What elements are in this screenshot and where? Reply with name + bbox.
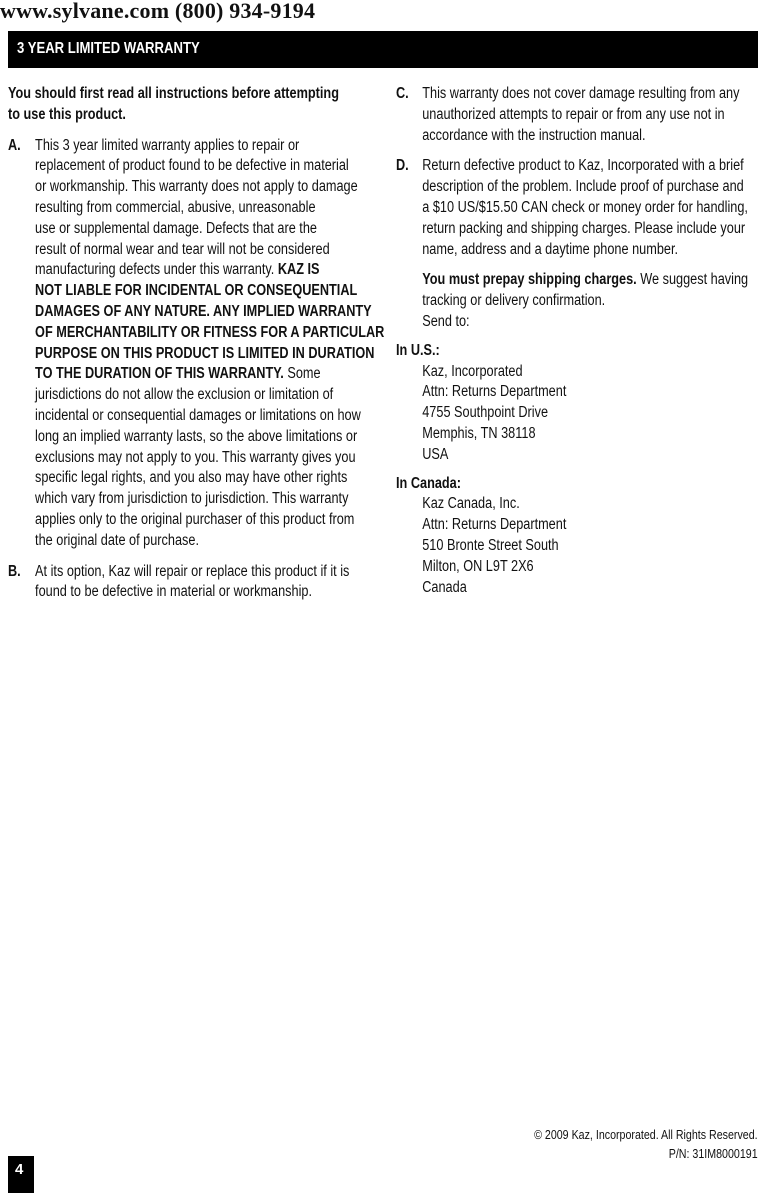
text-segment: use or supplemental damage. Defects that are the [35, 219, 317, 237]
text-segment: jurisdictions do not allow the exclusion or limitation of [35, 386, 334, 404]
warranty-clause [396, 84, 758, 146]
text-line [422, 126, 758, 147]
bold-text: NOT LIABLE FOR INCIDENTAL OR CONSEQUENTIAL [35, 282, 358, 300]
text-segment: the original date of purchase. [35, 531, 199, 549]
bold-text: DAMAGES OF ANY NATURE. ANY IMPLIED WARRANTY [35, 302, 372, 320]
text-segment: or workmanship. This warranty does not apply to damage [35, 178, 358, 196]
part-number: P/N: 31IM8000191 [669, 1146, 758, 1161]
address-line: Canada [422, 578, 467, 596]
text-line [35, 427, 378, 448]
text-segment: We suggest having [636, 271, 749, 289]
text-segment: incidental or consequential damages or limitations on how [35, 406, 361, 424]
text-line [35, 562, 378, 583]
text-line [422, 240, 758, 261]
bold-text: You must prepay shipping charges. [422, 271, 637, 289]
text-segment: This warranty does not cover damage resulting from any [422, 85, 740, 102]
text-line [35, 344, 378, 365]
copyright: © 2009 Kaz, Incorporated. All Rights Reserved. [534, 1127, 758, 1142]
address-line: 510 Bronte Street South [422, 536, 559, 554]
text-line [35, 510, 378, 531]
text-segment: This 3 year limited warranty applies to repair or [35, 136, 300, 154]
clause-label: D. [396, 157, 409, 175]
footer [534, 1125, 758, 1163]
text-segment: resulting from commercial, abusive, unreasonable [35, 198, 316, 216]
address-heading-us: In U.S.: [396, 341, 440, 359]
section-banner [8, 31, 758, 68]
text-line [35, 177, 378, 198]
bold-text: TO THE DURATION OF THIS WARRANTY. [35, 365, 284, 383]
left-column [8, 84, 385, 603]
clause-label: C. [396, 85, 409, 102]
text-line [35, 281, 378, 302]
text-segment: result of normal wear and tear will not be considered [35, 240, 330, 258]
text-segment: accordance with the instruction manual. [422, 126, 646, 144]
text-segment: return packing and shipping charges. Please include your [422, 219, 746, 237]
website-phone-header: www.sylvane.com (800) 934-9194 [0, 0, 316, 23]
text-line [422, 198, 758, 219]
address-heading-canada: In Canada: [396, 474, 461, 492]
text-segment: specific legal rights, and you also may have other rights [35, 469, 348, 487]
address-canada [396, 494, 758, 598]
prepay-note [396, 270, 758, 332]
text-line [35, 489, 378, 510]
text-line [35, 156, 378, 177]
text-segment: tracking or delivery confirmation. [422, 292, 606, 310]
text-line [35, 468, 378, 489]
warranty-clause [8, 562, 378, 604]
warranty-clause [8, 136, 385, 552]
text-segment: which vary from jurisdiction to jurisdiction. This warranty [35, 490, 349, 508]
text-line [422, 84, 758, 105]
section-title: 3 YEAR LIMITED WARRANTY [17, 40, 200, 57]
address-line: Attn: Returns Department [422, 516, 567, 534]
address-line: 4755 Southpoint Drive [422, 404, 549, 422]
text-line [35, 323, 385, 344]
intro-notice [8, 84, 378, 126]
text-line [35, 448, 378, 469]
address-line: Kaz, Incorporated [422, 362, 523, 380]
text-line [422, 219, 758, 240]
text-line: to use this product. [8, 105, 126, 123]
address-line: Milton, ON L9T 2X6 [422, 557, 534, 575]
text-line [35, 582, 378, 603]
text-line [422, 105, 758, 126]
text-segment: name, address and a daytime phone number. [422, 240, 679, 258]
text-segment: manufacturing defects under this warranty. [35, 261, 278, 279]
text-line [35, 364, 378, 385]
text-line [35, 385, 378, 406]
address-line: USA [422, 445, 449, 463]
text-line [35, 198, 378, 219]
address-us [396, 362, 758, 466]
text-line: You should first read all instructions before attempting [8, 85, 339, 102]
text-line [422, 270, 758, 291]
bold-text: PURPOSE ON THIS PRODUCT IS LIMITED IN DURATION [35, 344, 375, 362]
bold-text: KAZ IS [277, 261, 320, 279]
text-line [35, 136, 378, 157]
text-segment: found to be defective in material or workmanship. [35, 583, 313, 601]
text-segment: a $10 US/$15.50 CAN check or money order for handling, [422, 198, 748, 216]
text-segment: replacement of product found to be defective in material [35, 157, 349, 175]
clause-label: B. [8, 562, 21, 580]
address-line: Attn: Returns Department [422, 383, 567, 401]
text-line [35, 240, 378, 261]
warranty-clause [396, 156, 758, 260]
text-segment: exclusions may not apply to you. This warranty gives you [35, 448, 356, 466]
text-segment: Return defective product to Kaz, Incorporated with a brief [422, 157, 744, 175]
text-line [422, 312, 758, 333]
text-segment: Some [283, 365, 321, 383]
text-line [422, 291, 758, 312]
bold-text: OF MERCHANTABILITY OR FITNESS FOR A PARTICULAR [35, 323, 385, 341]
text-line [422, 156, 758, 177]
text-segment: applies only to the original purchaser of this product from [35, 510, 355, 528]
text-segment: At its option, Kaz will repair or replace this product if it is [35, 562, 350, 580]
address-line: Kaz Canada, Inc. [422, 495, 520, 513]
address-line: Memphis, TN 38118 [422, 424, 536, 442]
clause-label: A. [8, 136, 21, 154]
text-line [35, 531, 378, 552]
text-line [422, 177, 758, 198]
text-line [35, 219, 378, 240]
text-line [35, 302, 378, 323]
text-line [35, 406, 378, 427]
text-segment: long an implied warranty lasts, so the above limitations or [35, 427, 358, 445]
text-line [35, 260, 378, 281]
page-number-box [8, 1156, 34, 1193]
text-segment: description of the problem. Include proof of purchase and [422, 178, 744, 196]
page-number: 4 [15, 1161, 24, 1178]
text-segment: Send to: [422, 312, 470, 330]
right-column [396, 84, 758, 598]
text-segment: unauthorized attempts to repair or from any use not in [422, 105, 725, 123]
